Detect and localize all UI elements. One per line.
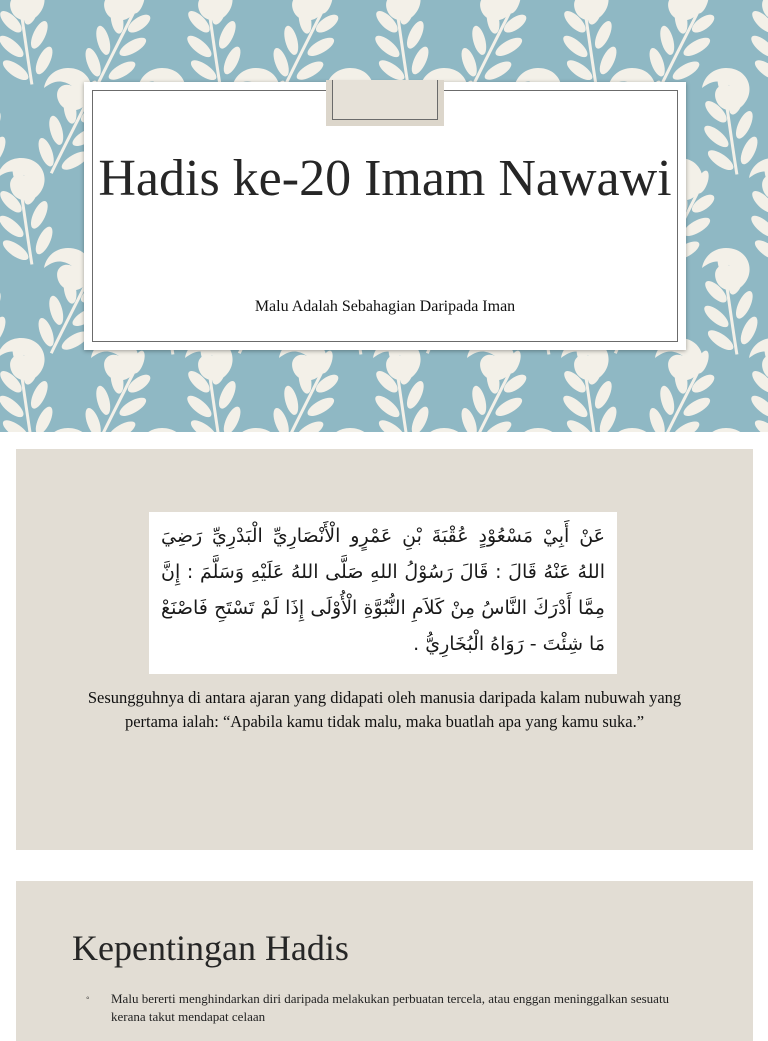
title-card [84,82,686,350]
paisley-blob-icon [326,428,374,432]
list-item [86,990,686,1026]
bullet-text: Malu bererti menghindarkan diri daripada melakukan perbuatan tercela, atau enggan meninggalkan sesuatu kerana takut mendapat celaan [111,991,670,1024]
arabic-hadith-text: عَنْ أَبِيْ مَسْعُوْدٍ عُقْبَةَ بْنِ عَمْرٍو الْأَنْصَارِيِّ الْبَدْرِيِّ رَضِيَ اللهُ عَنْهُ قَالَ : قَالَ رَسُوْلُ اللهِ صَلَّى اللهُ عَلَيْهِ وَسَلَّمَ : إِنَّ مِمَّا أَدْرَكَ النَّاسُ مِنْ كَلاَمِ النُّبُوَّةِ الْأُوْلَى إِذَا لَمْ تَسْتَحِ فَاصْنَعْ مَا شِئْتَ - رَوَاهُ الْبُخَارِيُّ . [149,512,617,674]
section-heading: Kepentingan Hadis [72,928,349,968]
title-slide [0,0,768,432]
bullet-circle-icon: ◦ [86,993,90,1004]
paisley-blob-icon [138,428,186,432]
paisley-blob-icon [702,428,750,432]
slide-subtitle: Malu Adalah Sebahagian Daripada Iman [254,298,516,315]
leaf-sprig-icon [685,247,768,361]
bullet-list [86,990,686,1026]
hadith-text-slide [16,449,753,850]
leaf-sprig-icon [685,67,768,181]
paisley-blob-icon [514,428,562,432]
paisley-blob-icon [44,428,92,432]
paisley-blob-icon [608,428,656,432]
title-tab-decoration [326,80,444,126]
importance-slide [16,881,753,1041]
paisley-blob-icon [420,428,468,432]
hadith-translation: Sesungguhnya di antara ajaran yang didapati oleh manusia daripada kalam nubuwah yang pertama ialah: “Apabila kamu tidak malu, maka buatlah apa yang kamu suka.” [87,688,682,731]
paisley-blob-icon [232,428,280,432]
slide-title: Hadis ke-20 Imam Nawawi [98,150,672,207]
